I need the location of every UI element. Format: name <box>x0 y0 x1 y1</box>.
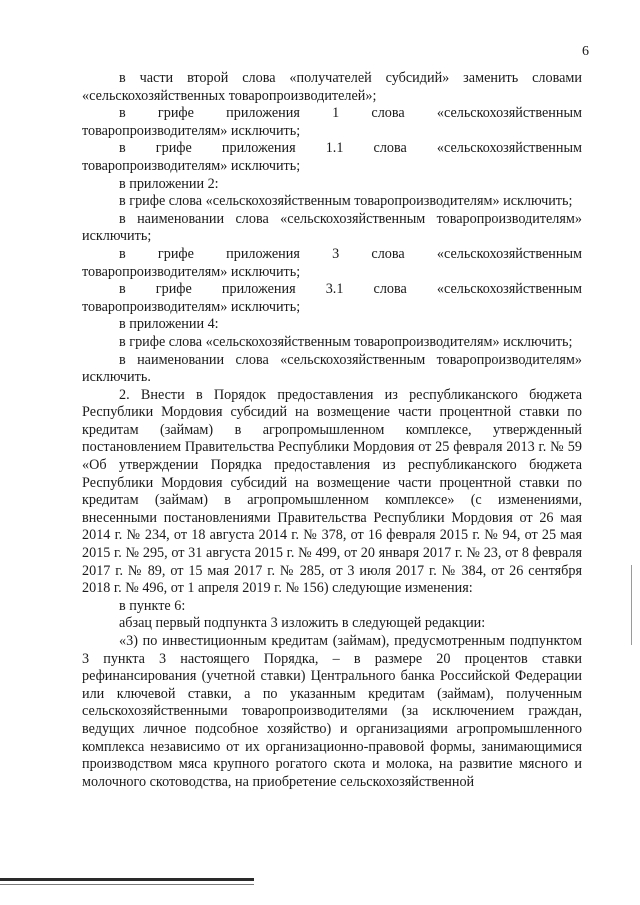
paragraph: «3) по инвестиционным кредитам (займам), предусмотренным подпунктом 3 пункта 3 настоящего Порядка, – в размере 20 процентов ставки рефинансирования (учетной ставки) Центрального банка Российской Федерации или ключевой ставки, а по указанным кредитам (займам), полученным сельскохозяйственными товаропроизводителями (за исключением граждан, ведущих личное подсобное хозяйство) и организациями агропромышленного комплекса независимо от их организационно-правовой формы, занимающимися производством мяса крупного рогатого скота и молока, на развитие мясного и молочного скотоводства, на приобретение сельскохозяйственной <box>82 633 582 790</box>
scan-edge-line <box>0 878 254 881</box>
paragraph: в пункте 6: <box>119 597 186 614</box>
paragraph: в наименовании слова «сельскохозяйственным товаропроизводителям» исключить. <box>82 351 582 386</box>
document-body <box>82 70 582 791</box>
paragraph: в грифе слова «сельскохозяйственным товаропроизводителям» исключить; <box>119 333 573 350</box>
scan-edge-line-light <box>0 884 254 885</box>
paragraph: в грифе слова «сельскохозяйственным товаропроизводителям» исключить; <box>119 193 573 210</box>
paragraph: в грифе приложения 1 слова «сельскохозяйственным товаропроизводителям» исключить; <box>82 105 582 139</box>
page-number: 6 <box>582 44 589 59</box>
paragraph: в грифе приложения 3.1 слова «сельскохозяйственным товаропроизводителям» исключить; <box>82 281 582 315</box>
scan-margin-mark <box>631 565 632 645</box>
paragraph: в грифе приложения 1.1 слова «сельскохозяйственным товаропроизводителям» исключить; <box>82 140 582 174</box>
paragraph: абзац первый подпункта 3 изложить в следующей редакции: <box>119 615 486 632</box>
paragraph: в грифе приложения 3 слова «сельскохозяйственным товаропроизводителям» исключить; <box>82 245 582 280</box>
paragraph: в приложении 4: <box>119 316 219 333</box>
paragraph: в наименовании слова «сельскохозяйственным товаропроизводителям» исключить; <box>82 210 582 245</box>
paragraph: в приложении 2: <box>119 175 219 192</box>
paragraph: в части второй слова «получателей субсидий» заменить словами «сельскохозяйственных товаропроизводителей»; <box>82 70 582 104</box>
paragraph: 2. Внести в Порядок предоставления из республиканского бюджета Республики Мордовия субсидий на возмещение части процентной ставки по кредитам (займам) в агропромышленном комплексе, утвержденный постановлением Правительства Республики Мордовия от 25 февраля 2013 г. № 59 «Об утверждении Порядка предоставления из республиканского бюджета Республики Мордовия субсидий на возмещение части процентной ставки по кредитам (займам) в агропромышленном комплексе» (с изменениями, внесенными постановлениями Правительства Республики Мордовия от 26 мая 2014 г. № 234, от 18 августа 2014 г. № 378, от 16 февраля 2015 г. № 94, от 25 мая 2015 г. № 295, от 31 августа 2015 г. № 499, от 20 января 2017 г. № 23, от 8 февраля 2017 г. № 89, от 15 мая 2017 г. № 285, от 3 июля 2017 г. № 384, от 26 сентября 2018 г. № 496, от 1 апреля 2019 г. № 156) следующие изменения: <box>82 386 582 597</box>
